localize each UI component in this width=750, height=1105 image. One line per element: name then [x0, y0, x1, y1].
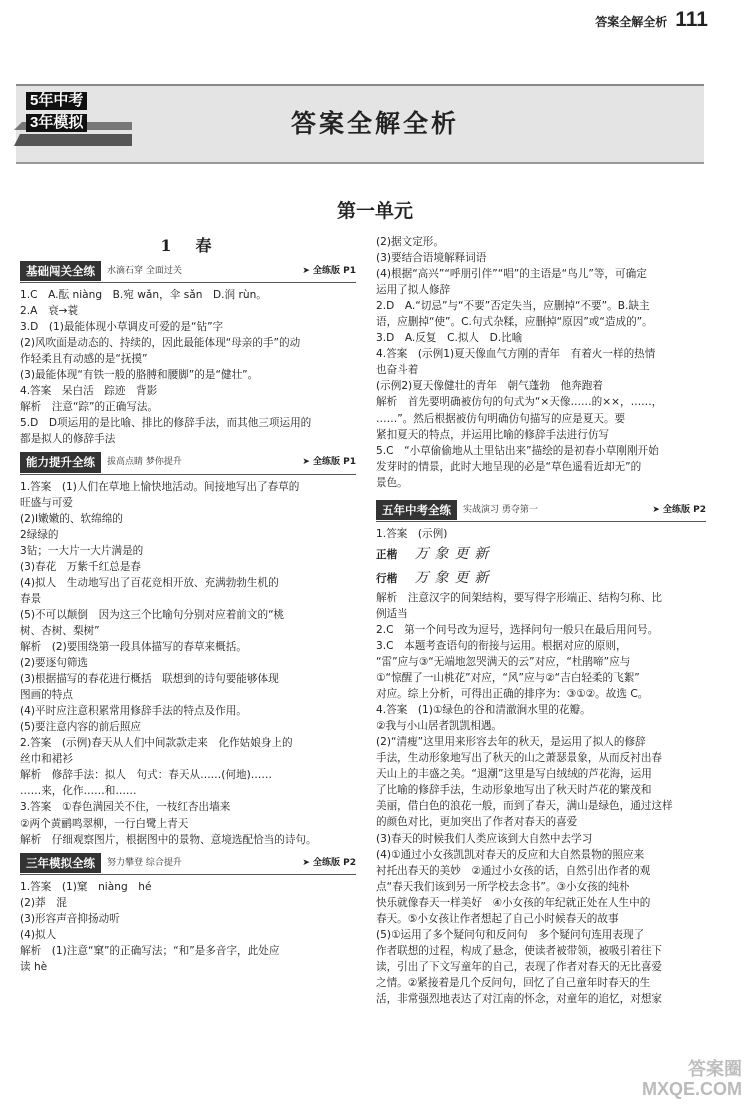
answer-line: 1.答案 (示例): [376, 527, 448, 540]
answer-line: 解析 (2)要围绕第一段具体描写的春草来概括。: [20, 640, 247, 653]
right-column: [376, 234, 706, 1007]
calligraphy-zheng: [376, 542, 706, 566]
answer-line: 手法，生动形象地写出了秋天的山之萧瑟景象，从而反衬出春: [376, 752, 663, 765]
xing-sample: 万象更新: [414, 569, 495, 586]
answer-line: 3.D A.反复 C.拟人 D.比喻: [376, 332, 523, 345]
answer-line: (2)“清瘦”这里用来形容去年的秋天，是运用了拟人的修辞: [376, 736, 646, 749]
ref-text: 全练版 P1: [313, 457, 356, 468]
section-badge: 三年模拟全练: [20, 853, 101, 873]
section-ref: ➤ 全练版 P2: [302, 857, 356, 868]
sannian-answers: [20, 879, 356, 975]
answer-line: 3.答案 ①春色满园关不住，一枝红杏出墙来: [20, 801, 231, 814]
ref-text: 全练版 P2: [313, 857, 356, 868]
answer-line: (4)根据“高兴”“呼朋引伴”“唱”的主语是“鸟儿”等，可确定: [376, 268, 647, 281]
answer-line: (5)不可以颠倒 因为这三个比喻句分别对应着前文的“桃: [20, 608, 285, 621]
answer-line: ……”。然后根据被仿句明确仿句描写的应是夏天。要: [376, 412, 626, 425]
answer-line: 都是拟人的修辞手法: [20, 433, 116, 446]
unit-title: 第一单元: [336, 200, 413, 222]
watermark-line-1: 答案圈: [688, 1059, 742, 1079]
answer-line: 解析 首先要明确被仿句的句式为“×天像……的××，……，: [376, 396, 663, 409]
answer-line: 春天。⑤小女孩让作者想起了自己小时候春天的故事: [376, 912, 619, 925]
wunian-answers-b: [376, 590, 706, 1007]
section-motto: 拔高点睛 梦你提升: [107, 457, 182, 468]
answer-line: 5.C “小草偷偷地从土里钻出来”描绘的是初春小草刚刚开始: [376, 444, 659, 457]
answer-line: 读，引出了下文写童年的自己，表现了作者对春天的无比喜爱: [376, 960, 663, 973]
answer-line: 美丽，借白色的浪花一般，而到了春天，满山是绿色，通过这样: [376, 800, 673, 813]
answer-line: (2)Ⅰ嫩嫩的、软绵绵的: [20, 512, 123, 525]
answer-line: “雷”应与③“无端地忽哭满天的云”对应，“杜鹃啼”应与: [376, 655, 631, 668]
answer-line: 4.答案 (示例1)夏天像血气方刚的青年 有着火一样的热情: [376, 348, 656, 361]
section-header-wunian: [376, 499, 706, 522]
answer-line: (4)拟人 生动地写出了百花竞相开放、充满勃勃生机的: [20, 576, 279, 589]
answer-line: 2.A 衰→蓑: [20, 305, 79, 318]
answer-line: (4)平时应注意积累常用修辞手法的特点及作用。: [20, 705, 247, 718]
banner-title: 答案全解全析: [290, 109, 459, 138]
calligraphy-xing: [376, 566, 706, 590]
answer-line: (2)莽 混: [20, 896, 67, 909]
answer-line: 语，应删掉“使”。C.句式杂糅，应删掉“原因”或“造成的”。: [376, 316, 653, 329]
answer-line: 春景: [20, 592, 42, 605]
watermark: [642, 1059, 742, 1099]
answer-line: 解析 (1)注意“窠”的正确写法；“和”是多音字，此处应: [20, 944, 280, 957]
answer-line: 作轻柔且有动感的是“抚摸”: [20, 353, 148, 366]
answer-line: 对应。综上分析，可得出正确的排序为：③①②。故选 C。: [376, 688, 649, 701]
answer-line: (4)①通过小女孩凯凯对春天的反应和大自然景物的照应来: [376, 848, 645, 861]
left-column: [20, 236, 356, 975]
answer-line: 2.D A.“切忌”与“不要”否定失当，应删掉“不要”。B.缺主: [376, 300, 650, 313]
section-header-sannian: [20, 852, 356, 875]
lesson-title: 1 春: [160, 236, 216, 255]
answer-line: (4)拟人: [20, 928, 57, 941]
answer-line: 的颜色对比，更加突出了作者对春天的喜爱: [376, 816, 578, 829]
page-header: [595, 8, 708, 32]
answer-line: 丝巾和裙衫: [20, 753, 73, 766]
answer-line: 旺盛与可爱: [20, 496, 73, 509]
answer-line: (5)①运用了多个疑问句和反问句 多个疑问句连用表现了: [376, 928, 645, 941]
wunian-answers-a: [376, 526, 706, 542]
answer-line: 3钻；一大片一大片满是的: [20, 544, 144, 557]
answer-line: 作者联想的过程，构成了悬念，使读者被带领，被吸引着往下: [376, 944, 663, 957]
answer-line: 解析 仔细观察图片，根据图中的景物、意境选配恰当的诗句。: [20, 833, 317, 846]
section-ref: ➤ 全练版 P1: [302, 457, 356, 468]
answer-line: 1.C A.酝 niàng B.宛 wǎn，伞 sǎn D.润 rùn。: [20, 289, 267, 302]
answer-line: 也奋斗着: [376, 364, 419, 377]
answer-line: 解析 注意汉字的间架结构，要写得字形端正、结构匀称、比: [376, 591, 663, 604]
zheng-sample: 万象更新: [414, 545, 495, 562]
page-number: 111: [675, 8, 708, 31]
answer-line: (3)形容声音抑扬动听: [20, 912, 120, 925]
watermark-line-2: MXQE.COM: [641, 1079, 742, 1099]
answer-line: (3)春花 万紫千红总是春: [20, 560, 141, 573]
answer-line: (5)要注意内容的前后照应: [20, 721, 141, 734]
right-top-answers: [376, 234, 706, 491]
xing-label: 行楷: [376, 572, 398, 585]
logo-line-2: 3年模拟: [26, 114, 87, 132]
jichu-answers: [20, 287, 356, 447]
answer-line: 3.C 本题考查语句的衔接与运用。根据对应的原则，: [376, 639, 627, 652]
answer-line: 之情。②紧接着是几个反问句，回忆了自己童年时春天的生: [376, 976, 651, 989]
zheng-label: 正楷: [376, 548, 398, 561]
section-motto: 水滴石穿 全面过关: [107, 266, 182, 277]
answer-line: 紧扣夏天的特点，并运用比喻的修辞手法进行仿写: [376, 428, 610, 441]
answer-line: 快乐就像春天一样美好 ④小女孩的年纪就正处在人生中的: [376, 896, 651, 909]
answer-line: ……来，化作……和……: [20, 785, 137, 798]
answer-line: (示例2)夏天像健壮的青年 朝气蓬勃 他奔跑着: [376, 380, 603, 393]
answer-line: 图画的特点: [20, 689, 73, 702]
answer-line: 2绿绿的: [20, 528, 59, 541]
section-badge: 五年中考全练: [376, 500, 457, 520]
answer-line: ②两个黄鹂鸣翠柳，一行白鹭上青天: [20, 817, 189, 830]
section-motto: 实战演习 勇夺第一: [463, 504, 538, 515]
section-badge: 基础闯关全练: [20, 261, 101, 281]
answer-line: 读 hè: [20, 960, 48, 973]
answer-line: 1.答案 (1)人们在草地上愉快地活动。间接地写出了春草的: [20, 480, 300, 493]
answer-line: (3)根据描写的春花进行概括 联想到的诗句要能够体现: [20, 673, 279, 686]
answer-line: 解析 修辞手法：拟人 句式：春天从……(何地)……: [20, 769, 272, 782]
answer-line: 发芽时的情景，此时大地呈现的必是“草色遥看近却无”的: [376, 460, 642, 473]
answer-line: 例适当: [376, 607, 408, 620]
answer-line: 3.D (1)最能体现小草调皮可爱的是“钻”字: [20, 321, 224, 334]
answer-line: (2)据文定形。: [376, 236, 444, 248]
answer-line: 活，非常强烈地表达了对江南的怀念，对童年的追忆，对想家: [376, 992, 663, 1005]
answer-line: 景色。: [376, 476, 408, 489]
answer-line: 2.C 第一个问号改为逗号，选择问句一般只在最后用问号。: [376, 623, 659, 636]
section-badge: 能力提升全练: [20, 452, 101, 472]
answer-line: 了比喻的修辞手法，生动形象地写出了秋天时芦花的繁茂和: [376, 784, 652, 797]
answer-line: 天山上的丰盛之美。“退潮”这里是写白绒绒的芦花海，运用: [376, 768, 652, 781]
section-header-jichu: [20, 260, 356, 283]
section-ref: ➤ 全练版 P1: [302, 266, 356, 277]
answer-line: 4.答案 呆白活 踪迹 背影: [20, 385, 158, 398]
answer-line: 树、杏树、梨树”: [20, 624, 100, 637]
answer-line: (3)春天的时候我们人类应该到大自然中去学习: [376, 832, 593, 845]
answer-line: 1.答案 (1)窠 niàng hé: [20, 880, 152, 893]
logo-line-1: 5年中考: [26, 92, 87, 110]
answer-line: 5.D D项运用的是比喻、排比的修辞手法，而其他三项运用的: [20, 417, 312, 430]
answer-line: (2)要逐句筛选: [20, 657, 88, 670]
answer-line: 衬托出春天的美妙 ②通过小女孩的话，自然引出作者的观: [376, 864, 651, 877]
answer-line: (2)风吹面是动态的、持续的，因此最能体现“母亲的手”的动: [20, 337, 301, 350]
answer-line: ①“惊醒了一山桃花”对应，“风”应与②“吉白轻柔的飞絮”: [376, 672, 640, 685]
ref-text: 全练版 P2: [663, 504, 706, 515]
answer-line: 2.答案 (示例)春天从人们中间款款走来 化作姑娘身上的: [20, 737, 293, 750]
answer-line: (3)要结合语境解释词语: [376, 252, 487, 265]
answer-line: ②我与小山居者凯凯相遇。: [376, 720, 503, 733]
nengli-answers: [20, 479, 356, 848]
answer-line: 解析 注意“踪”的正确写法。: [20, 401, 159, 414]
answer-line: (3)最能体现“有铁一般的胳膊和腰脚”的是“健壮”。: [20, 369, 259, 382]
section-header-nengli: [20, 452, 356, 475]
section-motto: 努力攀登 综合提升: [107, 857, 182, 868]
running-head: 答案全解全析: [595, 15, 668, 29]
answer-line: 4.答案 (1)①绿色的谷和清澈涧水里的花瓣。: [376, 704, 591, 717]
ref-text: 全练版 P1: [313, 266, 356, 277]
section-ref: ➤ 全练版 P2: [652, 504, 706, 515]
answer-line: 点“春天我们该到另一所学校去念书”。③小女孩的纯朴: [376, 880, 630, 893]
answer-line: 运用了拟人修辞: [376, 284, 451, 297]
